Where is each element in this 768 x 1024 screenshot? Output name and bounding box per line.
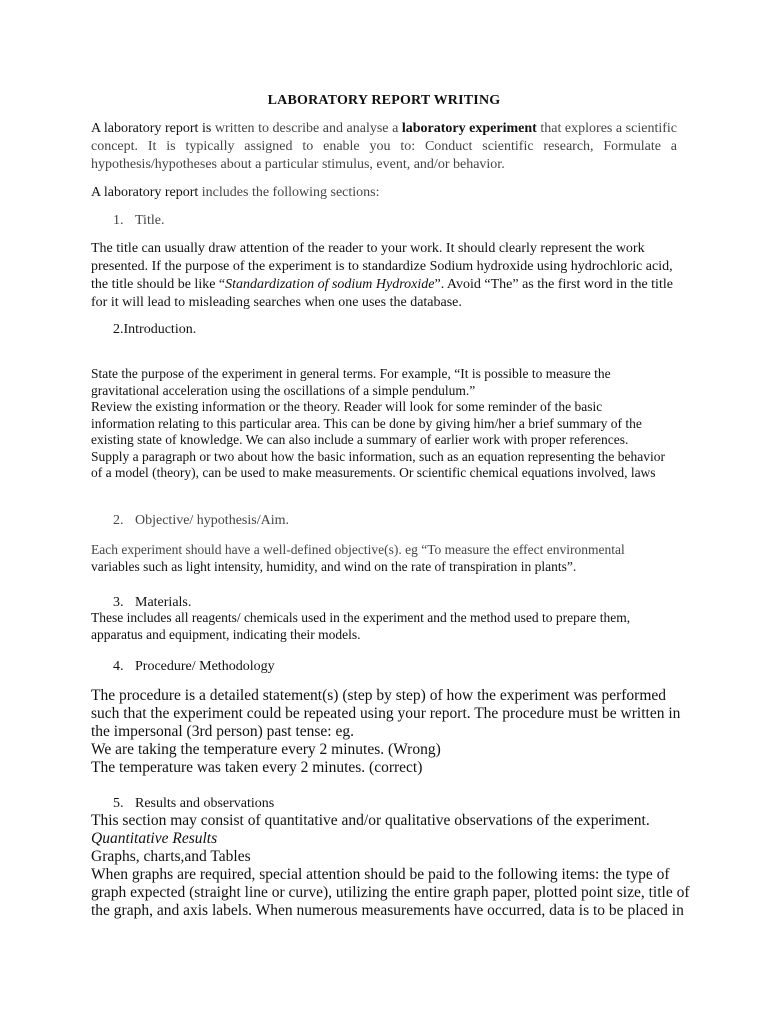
paragraph-line: These includes all reagents/ chemicals used in the experiment and the method used to prepare them, [91,610,631,625]
paragraph-line: information relating to this particular area. This can be done by giving him/her a brief summary of the [91,415,642,431]
section-heading-title [113,212,164,230]
sections-lead [91,184,677,202]
results-paragraph [91,812,690,920]
objective-paragraph [91,542,677,575]
paragraph-line: existing state of knowledge. We can also include a summary of earlier work with proper references. [91,432,629,447]
section-heading-results [113,795,274,813]
subheading-quantitative: Quantitative Results [91,830,218,847]
paragraph-line: Supply a paragraph or two about how the basic information, such as an equation representing the behavior [91,448,665,464]
section-label: Title. [135,213,165,228]
paragraph-line: The title can usually draw attention of the reader to your work. It should clearly represent the work [91,241,645,256]
paragraph-line: such that the experiment could be repeated using your report. The procedure must be written in [91,705,681,722]
paragraph-line: presented. If the purpose of the experiment is to standardize Sodium hydroxide using hydrochloric acid, [91,259,673,274]
line-text: the title should be like “ [91,277,226,292]
paragraph-line [91,276,677,294]
paragraph-line: apparatus and equipment, indicating their models. [91,626,361,642]
intro-paragraph [91,120,677,174]
paragraph-line: We are taking the temperature every 2 minutes. (Wrong) [91,741,441,758]
paragraph-line: variables such as light intensity, humidity, and wind on the rate of transpiration in plants”. [91,558,577,574]
italic-title-example: Standardization of sodium Hydroxide [225,277,435,292]
sections-lead-a: A laboratory report [91,185,199,200]
document-title: LABORATORY REPORT WRITING [267,93,501,108]
title-paragraph [91,240,677,312]
section-number: 5. [113,796,124,811]
line-text: ”. Avoid “The” as the first word in the title [434,277,673,292]
procedure-paragraph [91,687,681,777]
section-number: 1. [113,213,124,228]
section-label: 2.Introduction. [113,322,197,337]
section-label: Procedure/ Methodology [135,659,275,674]
intro-text-a: written to describe and analyse a [211,121,402,136]
section-number: 3. [113,595,124,610]
paragraph-line: State the purpose of the experiment in general terms. For example, “It is possible to measure the [91,366,611,381]
section-heading-introduction [113,321,196,339]
intro-text-b: that explores a scientific concept. It is typically assigned to enable you to: Conduct scientific research, Formulate a hypothesis/hypotheses about a particular stimulus, event, and/or behavior. [91,121,677,172]
introduction-paragraph [91,366,677,482]
paragraph-line: Each experiment should have a well-defined objective(s). eg “To measure the effect environmental [91,542,625,557]
paragraph-line: The temperature was taken every 2 minutes. (correct) [91,759,423,776]
section-label: Objective/ hypothesis/Aim. [135,513,289,528]
subheading-graphs: Graphs, charts,and Tables [91,848,251,865]
paragraph-line: Review the existing information or the theory. Reader will look for some reminder of the basic [91,399,603,414]
paragraph-line: gravitational acceleration using the oscillations of a simple pendulum.” [91,382,476,398]
intro-bold-term: laboratory experiment [401,121,537,136]
section-label: Results and observations [135,796,275,811]
intro-lead: A laboratory report is [91,121,212,136]
section-number: 4. [113,659,124,674]
paragraph-line: of a model (theory), can be used to make measurements. Or scientific chemical equations involved, laws [91,465,656,480]
materials-paragraph [91,610,677,643]
section-heading-objective [113,512,289,530]
paragraph-line: the graph, and axis labels. When numerous measurements have occurred, data is to be placed in [91,902,684,919]
section-heading-procedure [113,658,275,676]
paragraph-line: The procedure is a detailed statement(s) (step by step) of how the experiment was performed [91,687,667,704]
section-label: Materials. [135,595,192,610]
paragraph-line: This section may consist of quantitative and/or qualitative observations of the experiment. [91,812,650,829]
section-number: 2. [113,513,124,528]
paragraph-line: graph expected (straight line or curve), utilizing the entire graph paper, plotted point size, title of [91,884,690,901]
paragraph-line: the impersonal (3rd person) past tense: eg. [91,723,354,740]
paragraph-line: for it will lead to misleading searches when one uses the database. [91,295,462,310]
paragraph-line: When graphs are required, special attention should be paid to the following items: the type of [91,866,670,883]
sections-lead-b: includes the following sections: [198,185,380,200]
